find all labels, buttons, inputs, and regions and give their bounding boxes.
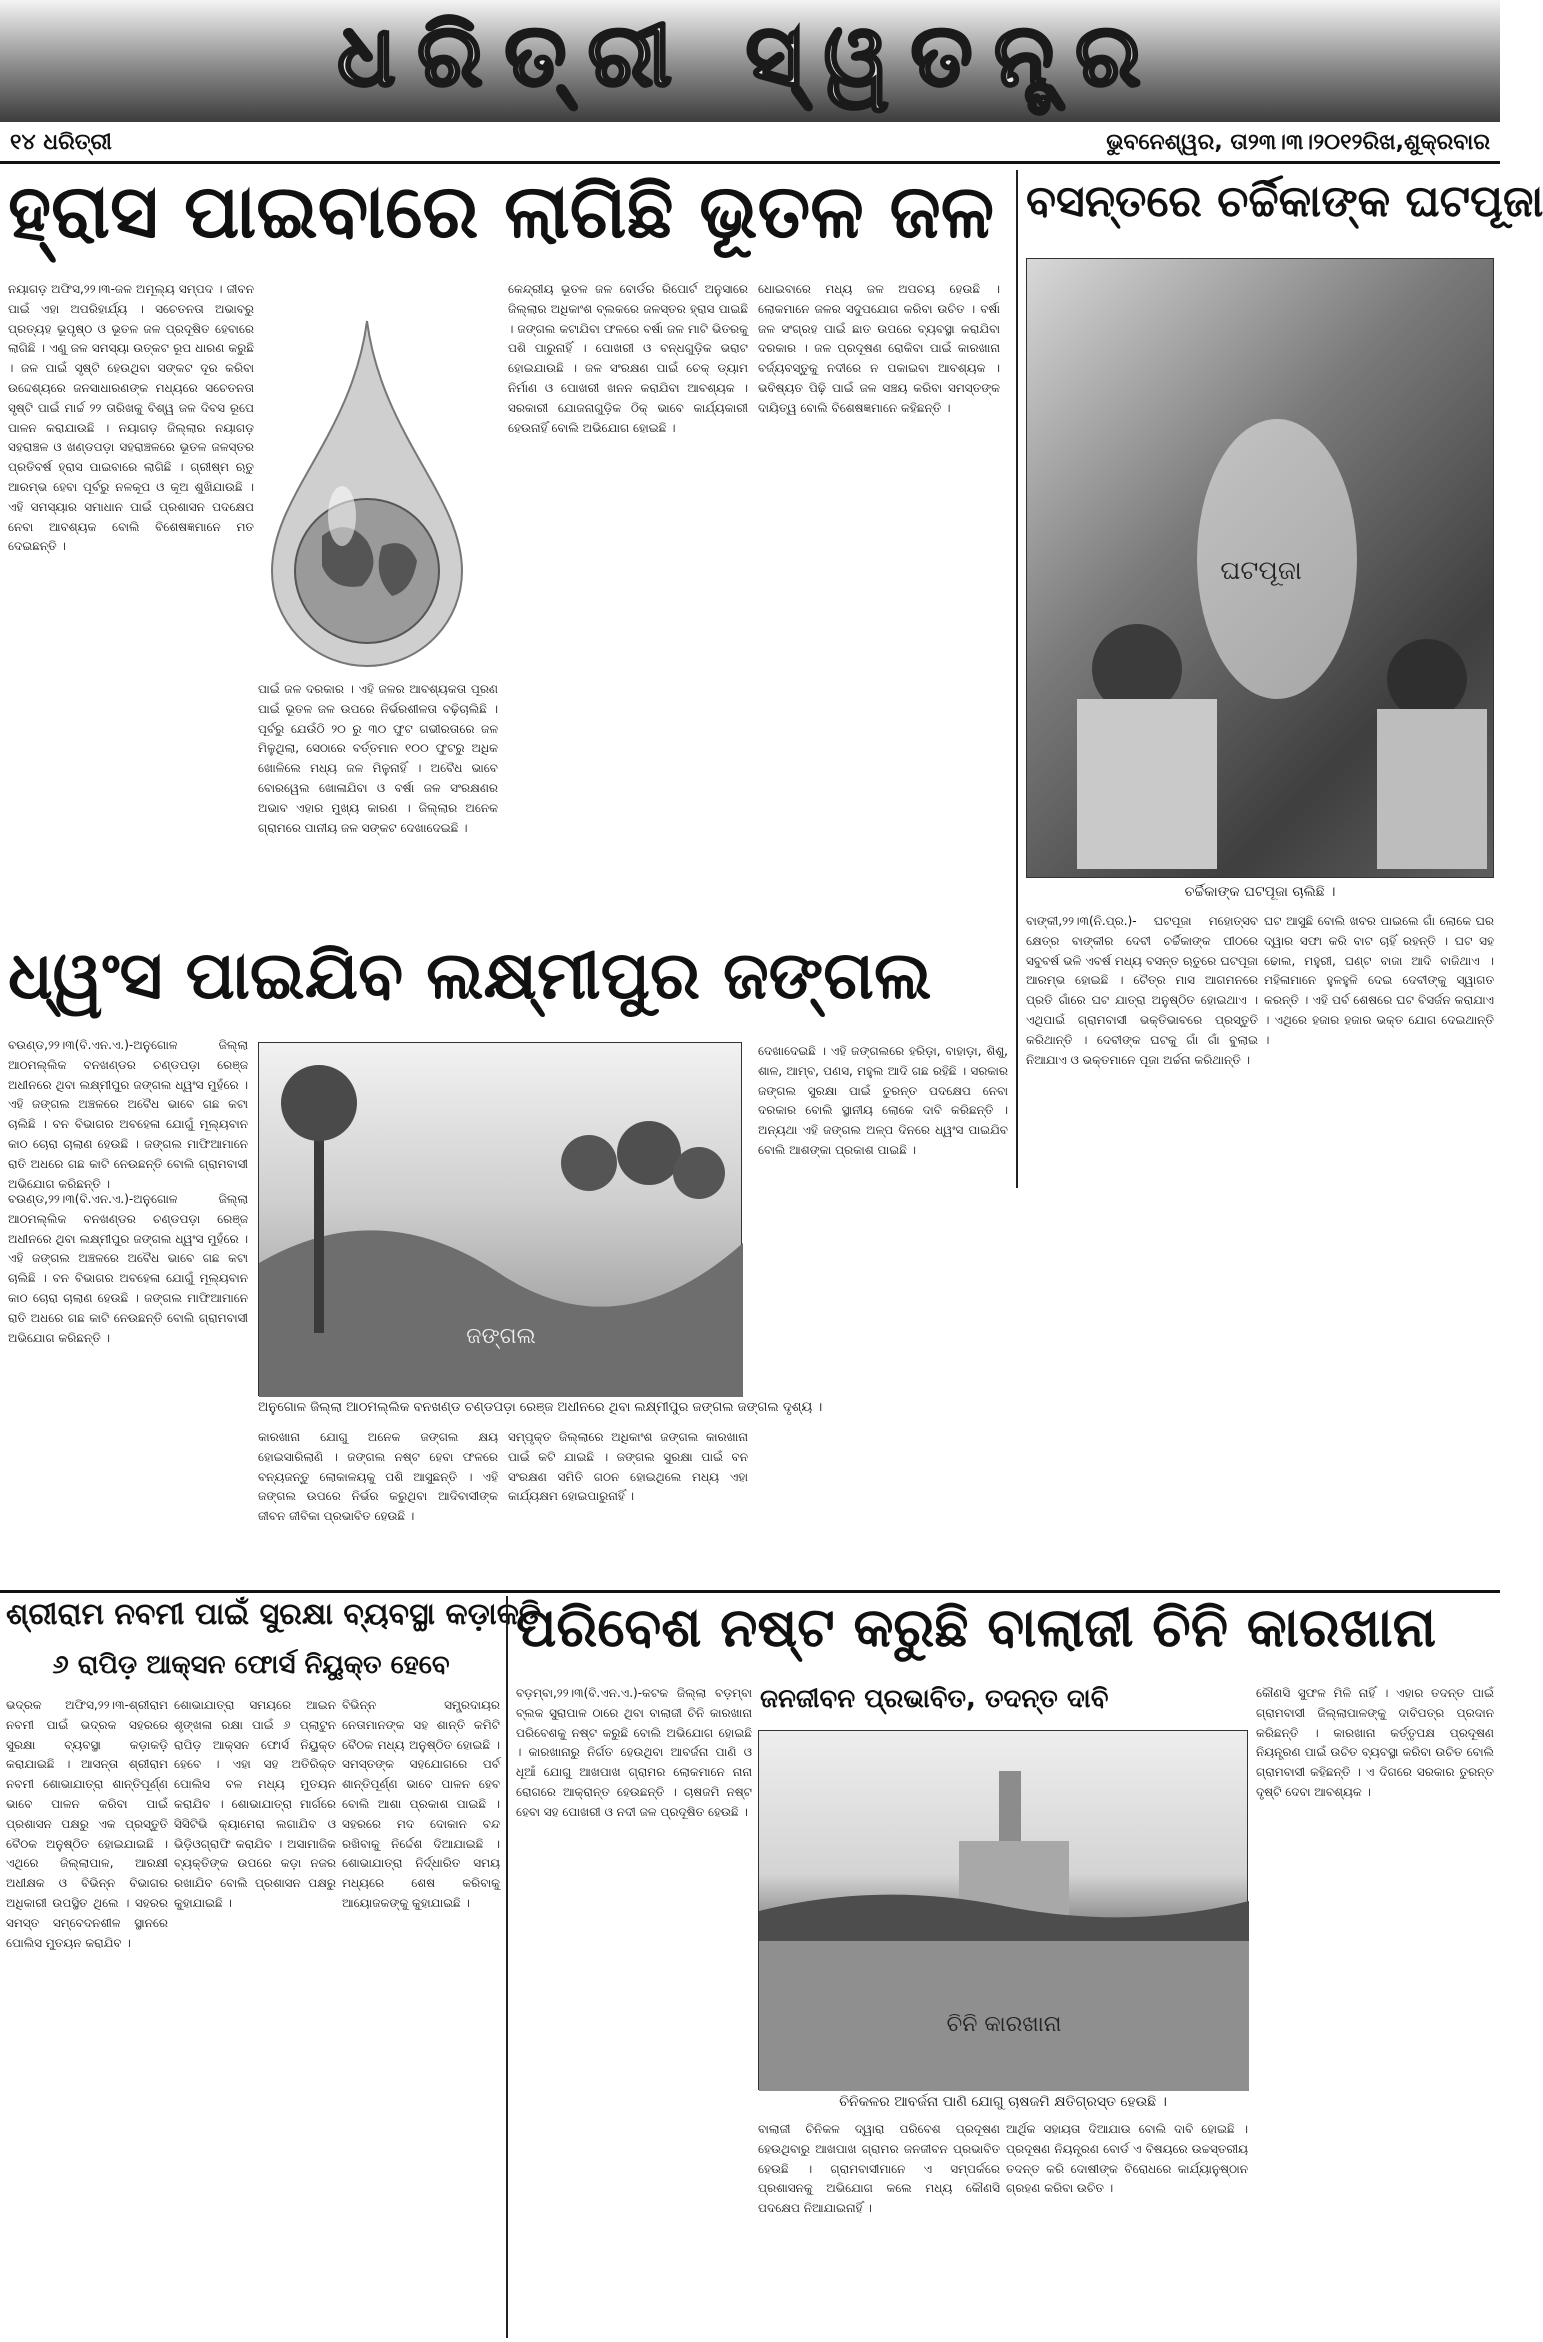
story4-column-2: ଶୋଭାଯାତ୍ରା ସମୟରେ ଆଇନ ଶୃଙ୍ଖଳା ରକ୍ଷା ପାଇଁ ୬ ପ୍ଲାଟୁନ ରାପିଡ଼ ଆକ୍ସନ ଫୋର୍ସ ନିୟୁକ୍ତ ହେବେ । ଏହା ସହ ଅତିରିକ୍ତ ପୋଲିସ ବଳ ମଧ୍ୟ ମୁତୟନ କରାଯିବ । ଶୋଭାଯାତ୍ରା ମାର୍ଗରେ ସିସିଟିଭି କ୍ୟାମେରା ଲଗାଯିବ ଓ ଭିଡ଼ିଓଗ୍ରାଫି କରାଯିବ । ଅସାମାଜିକ ବ୍ୟକ୍ତିଙ୍କ ଉପରେ କଡ଼ା ନଜର ରଖାଯିବ ବୋଲି ପ୍ରଶାସନ ପକ୍ଷରୁ କୁହାଯାଇଛି । [174, 1698, 336, 1910]
story4-column-1: ଭଦ୍ରକ ଅଫିସ,୨୨।୩-ଶ୍ରୀରାମ ନବମୀ ପାଇଁ ଭଦ୍ରକ ସହରରେ ସୁରକ୍ଷା ବ୍ୟବସ୍ଥା କଡ଼ାକଡ଼ି କରାଯାଇଛି । ଆସନ୍ତା ଶ୍ରୀରାମ ନବମୀ ଶୋଭାଯାତ୍ରା ଶାନ୍ତିପୂର୍ଣ୍ଣ ଭାବେ ପାଳନ କରିବା ପାଇଁ ପ୍ରଶାସନ ପକ୍ଷରୁ ଏକ ପ୍ରସ୍ତୁତି ବୈଠକ ଅନୁଷ୍ଠିତ ହୋଇଯାଇଛି । ଏଥିରେ ଜିଲ୍ଲାପାଳ, ଆରକ୍ଷୀ ଅଧୀକ୍ଷକ ଓ ବିଭିନ୍ନ ବିଭାଗର ଅଧିକାରୀ ଉପସ୍ଥିତ ଥିଲେ । ସହରର ସମସ୍ତ ସମ୍ବେଦନଶୀଳ ସ୍ଥାନରେ ପୋଲିସ ମୁତୟନ କରାଯିବ । [6, 1698, 168, 1950]
story5-column-3: ଆର୍ଥିକ ସହାୟତା ଦିଆଯାଉ ବୋଲି ଦାବି ହୋଇଛି । ପ୍ରଦୂଷଣ ନିୟନ୍ତ୍ରଣ ବୋର୍ଡ ଏ ବିଷୟରେ ଉଚ୍ଚସ୍ତରୀୟ ତଦନ୍ତ କରି ଦୋଷୀଙ୍କ ବିରୋଧରେ କାର୍ଯ୍ୟାନୁଷ୍ଠାନ ଗ୍ରହଣ କରିବା ଉଚିତ । [1006, 2122, 1248, 2196]
story5-subhead: ଜନଜୀବନ ପ୍ରଭାବିତ, ତଦନ୍ତ ଦାବି [760, 1684, 1109, 1714]
story5-column-4: କୌଣସି ସୁଫଳ ମିଳି ନାହିଁ । ଏହାର ତଦନ୍ତ ପାଇଁ ଗ୍ରାମବାସୀ ଜିଲ୍ଲାପାଳଙ୍କୁ ଦାବିପତ୍ର ପ୍ରଦାନ କରିଛନ୍ତି । କାରଖାନା କର୍ତ୍ତୃପକ୍ଷ ପ୍ରଦୂଷଣ ନିୟନ୍ତ୍ରଣ ପାଇଁ ଉଚିତ ବ୍ୟବସ୍ଥା କରିବା ଉଚିତ ବୋଲି ଗ୍ରାମବାସୀ କହିଛନ୍ତି । ଏ ଦିଗରେ ସରକାର ତୁରନ୍ତ ଦୃଷ୍ଟି ଦେବା ଆବଶ୍ୟକ । [1256, 1686, 1494, 1799]
story3-column-4: ଦେଖାଦେଇଛି । ଏହି ଜଙ୍ଗଲରେ ହରିଡ଼ା, ବାହାଡ଼ା, ଶିଶୁ, ଶାଳ, ଆମ୍ବ, ପଣସ, ମହୁଲ ଆଦି ଗଛ ରହିଛି । ସରକାର ଜଙ୍ଗଲ ସୁରକ୍ଷା ପାଇଁ ତୁରନ୍ତ ପଦକ୍ଷେପ ନେବା ଦରକାର ବୋଲି ସ୍ଥାନୀୟ ଲୋକେ ଦାବି କରିଛନ୍ତି । ଅନ୍ୟଥା ଏହି ଜଙ୍ଗଲ ଅଳ୍ପ ଦିନରେ ଧ୍ୱଂସ ପାଇଯିବ ବୋଲି ଆଶଙ୍କା ପ୍ରକାଶ ପାଇଛି । [758, 1044, 1008, 1157]
issue-date: ଭୁବନେଶ୍ୱର, ତା୨୩।୩।୨୦୧୨ରିଖ,ଶୁକ୍ରବାର [1106, 130, 1490, 155]
story4-column-3: ବିଭିନ୍ନ ସମ୍ପ୍ରଦାୟର ନେତାମାନଙ୍କ ସହ ଶାନ୍ତି କମିଟି ବୈଠକ ମଧ୍ୟ ଅନୁଷ୍ଠିତ ହୋଇଛି । ସମସ୍ତଙ୍କ ସହଯୋଗରେ ପର୍ବ ଶାନ୍ତିପୂର୍ଣ୍ଣ ଭାବେ ପାଳନ ହେବ ବୋଲି ଆଶା ପ୍ରକାଶ ପାଇଛି । ସହରରେ ମଦ ଦୋକାନ ବନ୍ଦ ରଖିବାକୁ ନିର୍ଦ୍ଦେଶ ଦିଆଯାଇଛି । ଶୋଭାଯାତ୍ରା ନିର୍ଦ୍ଧାରିତ ସମୟ ମଧ୍ୟରେ ଶେଷ କରିବାକୁ ଆୟୋଜକଙ୍କୁ କୁହାଯାଇଛି । [342, 1698, 500, 1910]
forest-photo-label: ଜଙ୍ଗଲ [466, 1324, 536, 1349]
dateline [0, 122, 1500, 164]
story5-column-2: ବାଲାଜୀ ଚିନିକଳ ଦ୍ୱାରା ପରିବେଶ ପ୍ରଦୂଷଣ ହେଉଥିବାରୁ ଆଖପାଖ ଗ୍ରାମର ଜନଜୀବନ ପ୍ରଭାବିତ ହେଉଛି । ଗ୍ରାମବାସୀମାନେ ଏ ସମ୍ପର୍କରେ ପ୍ରଶାସନକୁ ଅଭିଯୋଗ କଲେ ମଧ୍ୟ କୌଣସି ପଦକ୍ଷେପ ନିଆଯାଇନାହିଁ । [758, 2122, 1000, 2216]
story2-headline: ବସନ୍ତରେ ଚର୍ଚ୍ଚିକାଙ୍କ ଘଟପୂଜା [1026, 176, 1543, 227]
section-divider [0, 1590, 1500, 1593]
story1-column-1: ନୟାଗଡ଼ ଅଫିସ,୨୨।୩-ଜଳ ଅମୂଲ୍ୟ ସମ୍ପଦ । ଜୀବନ ପାଇଁ ଏହା ଅପରିହାର୍ଯ୍ୟ । ସଚେତନତା ଅଭାବରୁ ପ୍ରତ୍ୟହ ଭୂପୃଷ୍ଠ ଓ ଭୂତଳ ଜଳ ପ୍ରଦୂଷିତ ହେବାରେ ଲାଗିଛି । ଏଣୁ ଜଳ ସମସ୍ୟା ଉତ୍କଟ ରୂପ ଧାରଣ କରୁଛି । ଜଳ ପାଇଁ ସୃଷ୍ଟି ହେଉଥିବା ସଙ୍କଟ ଦୂର କରିବା ଉଦ୍ଦେଶ୍ୟରେ ଜନସାଧାରଣଙ୍କ ମଧ୍ୟରେ ସଚେତନତା ସୃଷ୍ଟି ପାଇଁ ମାର୍ଚ୍ଚ ୨୨ ତାରିଖକୁ ବିଶ୍ୱ ଜଳ ଦିବସ ରୂପେ ପାଳନ କରାଯାଉଛି । ନୟାଗଡ଼ ଜିଲ୍ଲାର ନୟାଗଡ଼ ସହରାଞ୍ଚଳ ଓ ଖଣ୍ଡପଡ଼ା ସହରାଞ୍ଚଳରେ ଭୂତଳ ଜଳସ୍ତର ପ୍ରତିବର୍ଷ ହ୍ରାସ ପାଇବାରେ ଲାଗିଛି । ଗ୍ରୀଷ୍ମ ଋତୁ ଆରମ୍ଭ ହେବା ପୂର୍ବରୁ ନଳକୂପ ଓ କୂଅ ଶୁଖିଯାଉଛି । ଏହି ସମସ୍ୟାର ସମାଧାନ ପାଇଁ ପ୍ରଶାସନ ପଦକ୍ଷେପ ନେବା ଆବଶ୍ୟକ ବୋଲି ବିଶେଷଜ୍ଞମାନେ ମତ ଦେଇଛନ୍ତି । [8, 282, 254, 554]
sugar-factory-photo [758, 1730, 1248, 2090]
story3-column-1: ବଉଣ୍ଡ,୨୨।୩(ବି.ଏନ.ଏ.)-ଅନୁଗୋଳ ଜିଲ୍ଲା ଆଠମଲ୍ଲିକ ବନଖଣ୍ଡର ଚଣ୍ଡପଡ଼ା ରେଞ୍ଜ ଅଧୀନରେ ଥିବା ଲକ୍ଷ୍ମୀପୁର ଜଙ୍ଗଲ ଧ୍ୱଂସ ମୁହଁରେ । ଏହି ଜଙ୍ଗଲ ଅଞ୍ଚଳରେ ଅବୈଧ ଭାବେ ଗଛ କଟା ଚାଲିଛି । ବନ ବିଭାଗର ଅବହେଳା ଯୋଗୁଁ ମୂଲ୍ୟବାନ କାଠ ଚୋରା ଚାଲାଣ ହେଉଛି । ଜଙ୍ଗଲ ମାଫିଆମାନେ ରାତି ଅଧରେ ଗଛ କାଟି ନେଉଛନ୍ତି ବୋଲି ଗ୍ରାମବାସୀ ଅଭିଯୋଗ କରିଛନ୍ତି । [8, 1038, 248, 1191]
ghatapuja-photo-label: ଘଟପୂଜା [1220, 556, 1302, 586]
masthead-title: ଧରିତ୍ରୀ ସ୍ୱତନ୍ତ୍ର [337, 6, 1163, 106]
story3-column-1b: ବଉଣ୍ଡ,୨୨।୩(ବି.ଏନ.ଏ.)-ଅନୁଗୋଳ ଜିଲ୍ଲା ଆଠମଲ୍ଲିକ ବନଖଣ୍ଡର ଚଣ୍ଡପଡ଼ା ରେଞ୍ଜ ଅଧୀନରେ ଥିବା ଲକ୍ଷ୍ମୀପୁର ଜଙ୍ଗଲ ଧ୍ୱଂସ ମୁହଁରେ । ଏହି ଜଙ୍ଗଲ ଅଞ୍ଚଳରେ ଅବୈଧ ଭାବେ ଗଛ କଟା ଚାଲିଛି । ବନ ବିଭାଗର ଅବହେଳା ଯୋଗୁଁ ମୂଲ୍ୟବାନ କାଠ ଚୋରା ଚାଲାଣ ହେଉଛି । ଜଙ୍ଗଲ ମାଫିଆମାନେ ରାତି ଅଧରେ ଗଛ କାଟି ନେଉଛନ୍ତି ବୋଲି ଗ୍ରାମବାସୀ ଅଭିଯୋଗ କରିଛନ୍ତି । [8, 1192, 248, 1345]
sugar-factory-caption: ଚିନିକଳର ଆବର୍ଜନା ପାଣି ଯୋଗୁ ଚାଷଜମି କ୍ଷତିଗ୍ରସ୍ତ ହେଉଛି । [839, 2094, 1167, 2110]
story1-headline: ହ୍ରାସ ପାଇବାରେ ଲାଗିଛି ଭୂତଳ ଜଳ [8, 169, 995, 255]
forest-caption: ଅନୁଗୋଳ ଜିଲ୍ଲା ଆଠମଲ୍ଲିକ ବନଖଣ୍ଡ ଚଣ୍ଡପଡ଼ା ରେଞ୍ଜ ଅଧୀନରେ ଥିବା ଲକ୍ଷ୍ମୀପୁର ଜଙ୍ଗଲ ଜଙ୍ଗଲ ଦୃଶ୍ୟ । [258, 1400, 823, 1415]
column-divider [1016, 170, 1018, 1188]
ghatapuja-caption: ଚର୍ଚ୍ଚିକାଙ୍କ ଘଟପୂଜା ଚାଲିଛି । [1184, 884, 1336, 900]
story3-column-3: ସମ୍ପୃକ୍ତ ଜିଲ୍ଲାରେ ଅଧିକାଂଶ ଜଙ୍ଗଲ କାରଖାନା ପାଇଁ କଟି ଯାଇଛି । ଜଙ୍ଗଲ ସୁରକ୍ଷା ପାଇଁ ବନ ସଂରକ୍ଷଣ ସମିତି ଗଠନ ହୋଇଥିଲେ ମଧ୍ୟ ଏହା କାର୍ଯ୍ୟକ୍ଷମ ହୋଇପାରୁନାହିଁ । [508, 1430, 748, 1504]
water-drop-globe-image [262, 316, 472, 666]
story1-column-4: ଧୋଇବାରେ ମଧ୍ୟ ଜଳ ଅପଚୟ ହେଉଛି । ଲୋକମାନେ ଜଳର ସଦୁପଯୋଗ କରିବା ଉଚିତ । ବର୍ଷା ଜଳ ସଂଗ୍ରହ ପାଇଁ ଛାତ ଉପରେ ବ୍ୟବସ୍ଥା କରାଯିବା ଦରକାର । ଜଳ ପ୍ରଦୂଷଣ ରୋକିବା ପାଇଁ କାରଖାନା ବର୍ଜ୍ୟବସ୍ତୁକୁ ନଦୀରେ ନ ପକାଇବା ଆବଶ୍ୟକ । ଭବିଷ୍ୟତ ପିଢ଼ି ପାଇଁ ଜଳ ସଞ୍ଚୟ କରିବା ସମସ୍ତଙ୍କ ଦାୟିତ୍ୱ ବୋଲି ବିଶେଷଜ୍ଞମାନେ କହିଛନ୍ତି । [758, 282, 1000, 415]
bottom-column-divider [506, 1596, 508, 2338]
sugar-factory-photo-label: ଚିନି କାରଖାନା [946, 2012, 1062, 2037]
story4-headline: ଶ୍ରୀରାମ ନବମୀ ପାଇଁ ସୁରକ୍ଷା ବ୍ୟବସ୍ଥା କଡ଼ାକଡ଼ି [6, 1597, 542, 1632]
masthead [0, 0, 1500, 122]
story1-column-2: ପାଇଁ ଜଳ ଦରକାର । ଏହି ଜଳର ଆବଶ୍ୟକତା ପୂରଣ ପାଇଁ ଭୂତଳ ଜଳ ଉପରେ ନିର୍ଭରଶୀଳତା ବଢ଼ିଚାଲିଛି । ପୂର୍ବରୁ ଯେଉଁଠି ୨୦ ରୁ ୩୦ ଫୁଟ ଗଭୀରତାରେ ଜଳ ମିଳୁଥିଲା, ସେଠାରେ ବର୍ତ୍ତମାନ ୧୦୦ ଫୁଟରୁ ଅଧିକ ଖୋଳିଲେ ମଧ୍ୟ ଜଳ ମିଳୁନାହିଁ । ଅବୈଧ ଭାବେ ବୋରୱେଲ ଖୋଳାଯିବା ଓ ବର୍ଷା ଜଳ ସଂରକ୍ଷଣର ଅଭାବ ଏହାର ମୁଖ୍ୟ କାରଣ । ଜିଲ୍ଲାର ଅନେକ ଗ୍ରାମରେ ପାନୀୟ ଜଳ ସଙ୍କଟ ଦେଖାଦେଇଛି । [258, 682, 498, 835]
story2-column-1: ବାଙ୍କୀ,୨୨।୩(ନି.ପ୍ର.)- ଘଟପୂଜା ମହୋତ୍ସବ କ୍ଷେତ୍ର ବାଙ୍କୀର ଦେବୀ ଚର୍ଚ୍ଚିକାଙ୍କ ପୀଠରେ ସବୁବର୍ଷ ଭଳି ଏବର୍ଷ ମଧ୍ୟ ବସନ୍ତ ଋତୁରେ ଘଟପୂଜା ଆରମ୍ଭ ହୋଇଛି । ଚୈତ୍ର ମାସ ଆଗମନରେ ପ୍ରତି ଗାଁରେ ଘଟ ଯାତ୍ରା ଅନୁଷ୍ଠିତ ହୋଇଥାଏ । ଏଥିପାଇଁ ଗ୍ରାମବାସୀ ଭକ୍ତିଭାବରେ ପ୍ରସ୍ତୁତି କରିଥାନ୍ତି । ଦେବୀଙ୍କ ଘଟକୁ ଗାଁ ଗାଁ ବୁଲାଇ ନିଆଯାଏ ଓ ଭକ୍ତମାନେ ପୂଜା ଅର୍ଚ୍ଚନା କରିଥାନ୍ତି । [1026, 914, 1258, 1067]
ghatapuja-photo [1026, 258, 1494, 878]
story5-headline: ପରିବେଶ ନଷ୍ଟ କରୁଛି ବାଲାଜୀ ଚିନି କାରଖାନା [516, 1596, 1436, 1659]
story5-column-1: ବଡ଼ମ୍ବା,୨୨।୩(ବି.ଏନ.ଏ.)-କଟକ ଜିଲ୍ଲା ବଡ଼ମ୍ବା ବ୍ଲକ ସୁରାପାଳ ଠାରେ ଥିବା ବାଲାଜୀ ଚିନି କାରଖାନା ପରିବେଶକୁ ନଷ୍ଟ କରୁଛି ବୋଲି ଅଭିଯୋଗ ହୋଇଛି । କାରଖାନାରୁ ନିର୍ଗତ ହେଉଥିବା ଆବର୍ଜନା ପାଣି ଓ ଧୂଆଁ ଯୋଗୁ ଆଖପାଖ ଗ୍ରାମର ଲୋକମାନେ ନାନା ରୋଗରେ ଆକ୍ରାନ୍ତ ହେଉଛନ୍ତି । ଚାଷଜମି ନଷ୍ଟ ହେବା ସହ ପୋଖରୀ ଓ ନଦୀ ଜଳ ପ୍ରଦୂଷିତ ହେଉଛି । [516, 1686, 752, 1819]
story2-column-2: ଘଟ ଆସୁଛି ବୋଲି ଖବର ପାଇଲେ ଗାଁ ଲୋକେ ଘର ଦ୍ୱାର ସଫା କରି ବାଟ ଚାହିଁ ରହନ୍ତି । ଘଟ ସହ ଢୋଲ, ମହୁରୀ, ଘଣ୍ଟ ବାଜା ଆଦି ବାଜିଥାଏ । ମହିଳାମାନେ ହୁଳହୁଳି ଦେଇ ଦେବୀଙ୍କୁ ସ୍ୱାଗତ କରନ୍ତି । ଏହି ପର୍ବ ଶେଷରେ ଘଟ ବିସର୍ଜନ କରାଯାଏ । ଏଥିରେ ହଜାର ହଜାର ଭକ୍ତ ଯୋଗ ଦେଇଥାନ୍ତି । [1264, 914, 1494, 1047]
forest-photo [258, 1042, 742, 1396]
story1-column-3: କେନ୍ଦ୍ରୀୟ ଭୂତଳ ଜଳ ବୋର୍ଡର ରିପୋର୍ଟ ଅନୁସାରେ ଜିଲ୍ଲାର ଅଧିକାଂଶ ବ୍ଲକରେ ଜଳସ୍ତର ହ୍ରାସ ପାଇଛି । ଜଙ୍ଗଲ କଟାଯିବା ଫଳରେ ବର୍ଷା ଜଳ ମାଟି ଭିତରକୁ ପଶି ପାରୁନାହିଁ । ପୋଖରୀ ଓ ବନ୍ଧଗୁଡ଼ିକ ଭରାଟ ହୋଇଯାଉଛି । ଜଳ ସଂରକ୍ଷଣ ପାଇଁ ଚେକ୍ ଡ୍ୟାମ ନିର୍ମାଣ ଓ ପୋଖରୀ ଖନନ କରାଯିବା ଆବଶ୍ୟକ । ସରକାରୀ ଯୋଜନାଗୁଡ଼ିକ ଠିକ୍ ଭାବେ କାର୍ଯ୍ୟକାରୀ ହେଉନାହିଁ ବୋଲି ଅଭିଯୋଗ ହୋଇଛି । [508, 282, 748, 435]
story3-headline: ଧ୍ୱଂସ ପାଇଯିବ ଲକ୍ଷ୍ମୀପୁର ଜଙ୍ଗଲ [8, 937, 932, 1014]
story3-column-2: କାରଖାନା ଯୋଗୁ ଅନେକ ଜଙ୍ଗଲ କ୍ଷୟ ହୋଇସାରିଲାଣି । ଜଙ୍ଗଲ ନଷ୍ଟ ହେବା ଫଳରେ ବନ୍ୟଜନ୍ତୁ ଲୋକାଳୟକୁ ପଶି ଆସୁଛନ୍ତି । ଏହି ଜଙ୍ଗଲ ଉପରେ ନିର୍ଭର କରୁଥିବା ଆଦିବାସୀଙ୍କ ଜୀବନ ଜୀବିକା ପ୍ରଭାବିତ ହେଉଛି । [258, 1430, 498, 1524]
page-number: ୧୪ ଧରିତ୍ରୀ [10, 130, 112, 155]
story4-subhead: ୬ ରାପିଡ଼ ଆକ୍ସନ ଫୋର୍ସ ନିୟୁକ୍ତ ହେବେ [52, 1650, 450, 1680]
